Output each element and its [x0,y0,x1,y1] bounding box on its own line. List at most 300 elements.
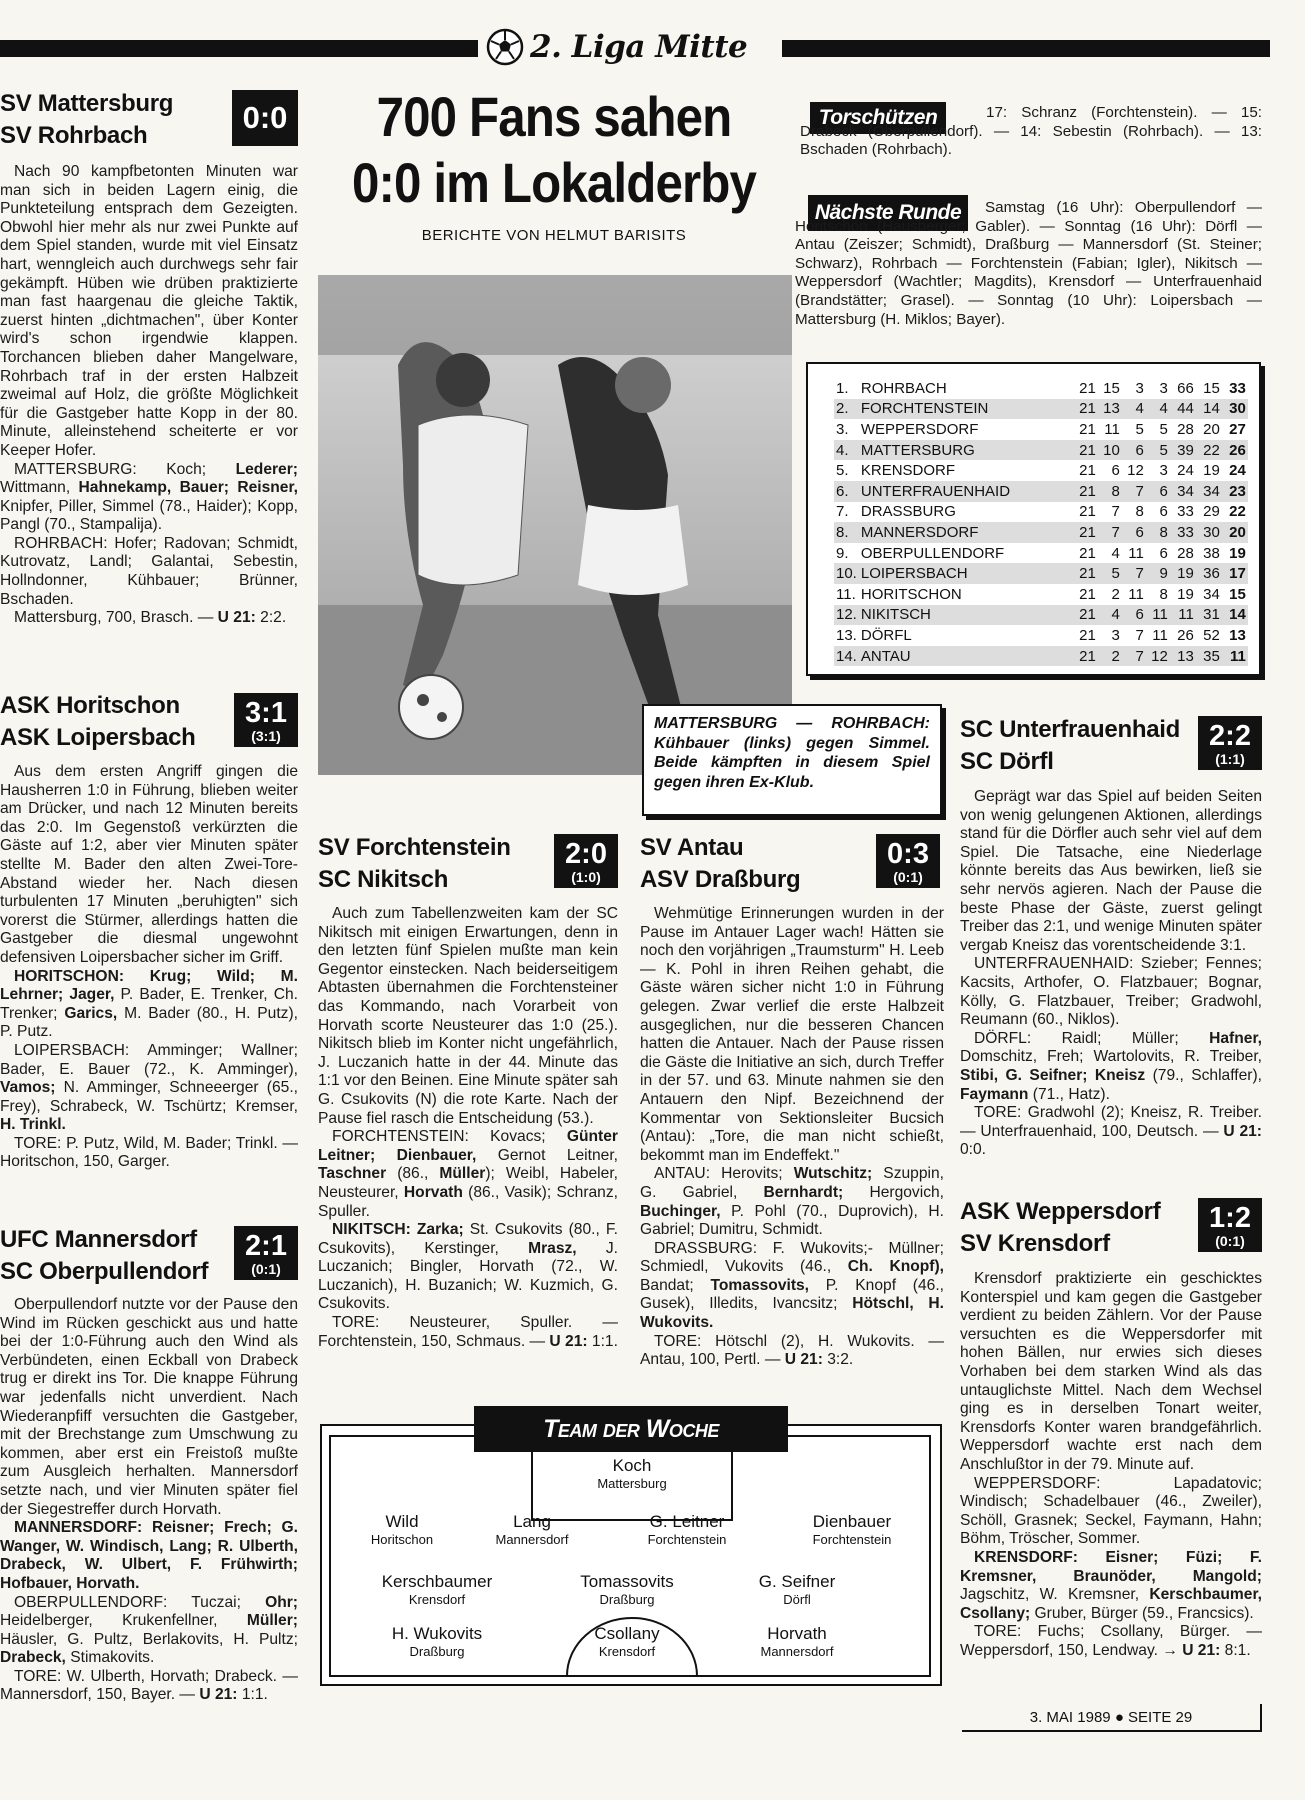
standings-cell-team: LOIPERSBACH [859,563,1074,584]
naechste-runde-paragraph: Samstag (16 Uhr): Oberpullendorf — Horitschon (Hausberger; Gabler). — Sonntag (16 Uhr): Dörfl — Antau (Zeiszer; Schmidt), Draßburg — Mannersdorf (St. Steiner; Schwarz), Rohrbach — Forchtenstein (Fabian; Igler), Nikitsch — Weppersdorf (Wachtler; Magdits), Krensdorf — Unterfrauenhaid (Brandstätter; Grasel). — Sonntag (10 Uhr): Loipersbach — Mattersburg (H. Miklos; Bayer). [795,199,1262,328]
lineup-bold: KRENSDORF: Eisner; Füzi; F. Kremsner, Braunöder, Mangold; [960,1548,1262,1585]
match6-team2: SC Dörfl [960,748,1054,775]
standings-cell-w: 10 [1098,440,1122,461]
match2-report [0,763,298,1172]
standings-cell-l: 5 [1146,440,1170,461]
match1-team2: SV Rohrbach [0,122,148,149]
match4-teams [318,832,543,896]
lineup-text: M. Bader (80., H. Putz), P. Putz. [0,1004,298,1041]
tdw-player-name: G. Seifner [758,1572,836,1591]
standings-cell-l: 11 [1152,626,1168,644]
standings-row [834,605,1248,626]
standings-cell-pos: 5. [836,462,849,480]
lineup-label: MATTERSBURG: [14,460,137,478]
lineup-bold: Kerschbaumer, Csollany; [960,1586,1262,1622]
section-logo [486,26,776,68]
standings-cell-gf: 39 [1170,440,1196,461]
match5-team1: SV Antau [640,834,744,861]
standings-cell-pos: 12. [836,606,857,624]
standings-cell-pts: 19 [1229,544,1246,562]
match7-lineup-home [960,1475,1262,1549]
standings-cell-gf: 33 [1170,522,1196,543]
match6-score [1198,716,1262,770]
lineup-bold: Müller; [246,1612,298,1630]
standings-cell-d: 5 [1135,420,1144,438]
standings-cell-l: 12 [1146,646,1170,667]
standings-cell-pts: 33 [1229,379,1246,397]
match6-team1: SC Unterfrauenhaid [960,716,1180,743]
result-text: Mattersburg, 700, Brasch. — [14,609,218,627]
match2-lineup-home [0,968,298,1042]
lineup-text: F. Wukovits;- Müllner; Schmiedl, Vukovits (46., [640,1239,944,1276]
match6-lineup-home [960,955,1262,1029]
goals-text: W. Ulberth, Horvath; Drabeck. — Mannersdorf, 150, Bayer. — [0,1667,298,1704]
standings-cell-ga: 38 [1203,544,1220,562]
goals-text: Fuchs; Csollany, Bürger. — Weppersdorf, 150, Lendway. → [960,1623,1262,1659]
goals-label: TORE: [14,1134,62,1152]
standings-cell-team: KRENSDORF [860,462,956,480]
goals-text: Hötschl (2), H. Wukovits. — Antau, 100, Pertl. — [640,1332,944,1369]
standings-cell-d: 7 [1122,481,1146,502]
lineup-label: FORCHTENSTEIN: [332,1128,469,1146]
match3-score-value: 2:1 [245,1230,287,1262]
goals-label: TORE: [654,1332,702,1350]
section-title: 2. Liga Mitte [530,29,748,65]
lineup-text: Herovits; [710,1165,794,1183]
match7-lineup-away [960,1549,1262,1623]
match6-paragraph: Geprägt war das Spiel auf beiden Seiten von wenig gelungenen Aktionen, allerdings stand für die Dörfler auch sehr viel auf dem Spiel. Die Tatsache, eine Niederlage könnte bereits das Aus bewirken, ließ sie sehr nervös agieren. Nach der Pause die beste Phase der Gäste, zuerst gelingt Treiber das 2:1, und wenige Minuten später vergab Kneisz das vorentscheidende 3:1. [960,788,1262,954]
standings-cell-d: 6 [1122,522,1146,543]
u21-label: U 21: [1223,1122,1262,1140]
standings-cell-team: ROHRBACH [860,379,947,397]
standings-row [834,522,1248,543]
lineup-text: P. Knopf (46., Gusek), Illedits, Ivancsitz; [640,1276,944,1313]
match1-lineup-away [0,535,298,609]
match3-report [0,1296,298,1705]
u21-value: 3:2. [822,1351,854,1369]
match2-score-value: 3:1 [245,697,287,729]
standings-cell-d: 7 [1122,646,1146,667]
standings-cell-d: 8 [1135,503,1144,521]
lineup-bold: Drabeck, [0,1649,66,1667]
standings-row [834,481,1248,502]
tdw-player-club: Mattersburg [597,1476,667,1491]
match4-lineup-away [318,1221,618,1314]
standings-cell-pos: 1. [836,379,849,397]
standings-cell-p: 21 [1074,563,1098,584]
u21-label: U 21: [217,609,256,627]
lineup-bold: Hötschl, H. Wukovits. [640,1295,944,1332]
standings-row [834,625,1248,646]
lineup-bold: Taschner [318,1165,387,1183]
lineup-bold: Lederer; [235,460,298,478]
standings-cell-pos: 9. [836,544,849,562]
standings-cell-l: 8 [1159,585,1168,603]
standings-cell-d: 4 [1122,399,1146,420]
team-der-woche-box [320,1415,942,1686]
standings-cell-gf: 66 [1177,379,1194,397]
standings-cell-team: HORITSCHON [860,585,962,603]
match3-lineup-away [0,1594,298,1668]
lineup-bold: Ch. Knopf), [847,1258,944,1276]
lineup-bold: Bernhardt; [763,1183,844,1201]
match1-lineup-home [0,461,298,535]
standings-cell-pts: 11 [1222,646,1248,667]
match4-paragraph: Auch zum Tabellenzweiten kam der SC Nikitsch mit einigen Erwartungen, denn in den letzten fünf Spielen mußte man kein Gegentor einstecken. Nach beiderseitigem Abtasten übernahmen die Forchtensteiner das Kommando, nach Vorarbeit von Horvath scorte Neusteurer das 1:0 (25.). Nikitsch blieb im Konter nicht ungefährlich, J. Luczanich hatte in der 44. Minute das 1:1 vor den Beinen. Eine Minute später sah G. Csukovits (N) die rote Karte. Nach der Pause fiel rasch die Entscheidung (53.). [318,905,618,1127]
tdw-player [552,1624,702,1659]
match7-score-value: 1:2 [1209,1202,1251,1234]
match5-paragraph: Wehmütige Erinnerungen wurden in der Pause im Antauer Lager wach! Hätten sie noch den vorjährigen „Traumsturm" H. Leeb — K. Pohl in ihren Reihen gehabt, die Gäste wären sicher nicht 1:0 in Führung gelegen. Zwar verlief die erste Halbzeit ausgeglichen, nur die besseren Chancen hatten die Antauer. Nach der Pause rissen die Gäste die Initiative an sich, durch Treffer in der 57. und 63. Minute nahmen sie den Antauern den Nipf. Bezeichnend der Kommentar von Sektionsleiter Bucsich (Antau): „Tore, die man nicht schießt, bekommt man im Endeffekt." [640,905,944,1164]
standings-cell-w: 6 [1111,462,1120,480]
lineup-text: Kovacs; [468,1128,567,1146]
standings-cell-gf: 44 [1170,399,1196,420]
tdw-player-club: Mannersdorf [495,1532,569,1547]
lineup-bold: Garics, [64,1004,118,1022]
lineup-label: WEPPERSDORF: [974,1474,1101,1492]
lineup-text: J. Luczanich; Bingler, Horvath (72., W. Luczanich), H. Buzanich; W. Kuzmich, G. Csukovits. [318,1239,618,1313]
lineup-text: Szieber; Fennes; Kacsits, Arthofer, O. Flatzbauer; Bognar, Kölly, G. Flatzbauer, Treiber; Gradwohl, Reumann (60., Niklos). [960,955,1262,1029]
standings-cell-l: 6 [1159,544,1168,562]
match5-score-value: 0:3 [887,838,929,870]
lineup-text: Gernot Leitner, [476,1146,618,1164]
lineup-text: P. Pohl (70., Duprovich), H. Gabriel; Dumitru, Schmidt. [640,1202,944,1239]
match1-paragraph: Nach 90 kampfbetonten Minuten war man sich in beiden Lagern einig, die Punkteteilung entsprach dem Gezeigten. Obwohl hier mehr als nur zwei Punkte auf dem Spiel standen, wurde mit viel Einsatz hart, wenngleich auch durchwegs sehr fair gekämpft. Hüben wie drüben praktizierte man fast haargenau die gleiche Taktik, zuerst hinten „dichtmachen", über Konter wird's schon irgendwie klappen. Torchancen blieben daher Mangelware, Rohrbach traf in der ersten Halbzeit zweimal auf Holz, die größte Möglichkeit für die Gastgeber hatte Kopp in der 80. Minute, alleinstehend scheiterte er vor Keeper Hofer. [0,163,298,459]
standings-cell-d: 7 [1135,626,1144,644]
standings-cell-gf: 11 [1170,605,1196,626]
match6-halftime: (1:1) [1215,751,1245,767]
tdw-player-club: Krensdorf [408,1592,466,1607]
u21-label: U 21: [549,1332,588,1350]
tdw-player-name: Lang [513,1512,551,1531]
goals-label: TORE: [332,1314,380,1332]
match4-team2: SC Nikitsch [318,866,449,893]
match3-team1: UFC Mannersdorf [0,1226,197,1253]
standings-row [834,399,1248,420]
soccer-ball-icon [486,28,524,66]
lineup-bold: Horvath [403,1183,463,1201]
header-bar-left [0,40,478,57]
standings-cell-gf: 34 [1170,481,1196,502]
lineup-bold: NIKITSCH: Zarka; [332,1221,464,1239]
match7-goals [960,1623,1262,1660]
match7-halftime: (0:1) [1215,1233,1245,1249]
team-der-woche-label: Team der Woche [474,1406,788,1452]
goals-label: TORE: [974,1104,1022,1122]
lineup-text: Hofer; Radovan; Schmidt, Kutrovatz, Landl; Galantai, Sebestin, Hollndonner, Kühbauer; Brünner, Bschaden. [0,534,298,608]
naechste-runde-label: Nächste Runde [808,195,968,231]
torschuetzen-label: Torschützen [810,102,946,134]
standings-cell-gf: 26 [1177,626,1194,644]
tdw-player-name: Kerschbaumer [381,1572,493,1591]
match5-score [876,834,940,888]
lineup-text: Lapadatovic; Windisch; Schadelbauer (46., Zweiler), Schöll, Grasnek; Seckel, Faymann, Hahn; Böhm, Tröscher, Sommer. [960,1474,1262,1548]
photo-caption [642,704,942,816]
standings-cell-w: 4 [1098,605,1122,626]
standings-cell-pos: 7. [836,503,849,521]
standings-cell-ga: 14 [1196,399,1222,420]
match1-score-value: 0:0 [242,100,288,135]
standings-cell-pts: 15 [1229,585,1246,603]
standings-cell-ga: 19 [1203,462,1220,480]
standings-cell-l: 6 [1159,503,1168,521]
standings-cell-p: 21 [1079,585,1096,603]
lineup-bold: Vamos; [0,1079,56,1097]
match4-lineup-home [318,1128,618,1221]
standings-cell-w: 7 [1111,503,1120,521]
standings-cell-pts: 24 [1229,462,1246,480]
standings-cell-ga: 52 [1203,626,1220,644]
tdw-player [612,1512,762,1547]
goals-label: TORE: [974,1623,1022,1641]
standings-cell-ga: 22 [1196,440,1222,461]
match3-teams [0,1224,230,1288]
standings-cell-w: 2 [1098,646,1122,667]
lineup-bold: Hafner, [1209,1029,1262,1047]
tdw-player-goalkeeper [542,1456,722,1491]
standings-cell-p: 21 [1079,379,1096,397]
standings-cell-w: 7 [1098,522,1122,543]
tdw-player [722,1572,872,1607]
match2-team2: ASK Loipersbach [0,724,196,751]
standings-cell-gf: 33 [1177,503,1194,521]
u21-label: U 21: [1182,1641,1221,1659]
standings-cell-team: NIKITSCH [859,605,1074,626]
torschuetzen-text [800,104,1262,160]
tdw-player-club: Forchtenstein [812,1532,892,1547]
standings-cell-l: 6 [1146,481,1170,502]
lineup-text: ); Weibl, Habeler, Neusteurer, [318,1165,618,1201]
tdw-player-name: Koch [612,1456,652,1475]
standings-cell-team: FORCHTENSTEIN [859,399,1074,420]
standings-cell-p: 21 [1079,462,1096,480]
match7-team2: SV Krensdorf [960,1230,1110,1257]
standings-cell-ga: 15 [1203,379,1220,397]
standings-cell-pos: 10. [836,565,857,583]
tdw-player [462,1512,602,1547]
match3-score [234,1226,298,1280]
standings-cell-team: UNTERFRAUENHAID [859,481,1074,502]
match7-score [1198,1198,1262,1252]
match1-score [232,90,298,146]
standings-table [834,378,1248,666]
lineup-text: (79., Schlaffer), [1145,1066,1262,1084]
standings-cell-w: 11 [1104,420,1120,438]
goals-text: Gradwohl (2); Kneisz, R. Treiber. — Unterfrauenhaid, 100, Deutsch. — [960,1104,1262,1140]
footer-date: 3. MAI 1989 [1029,1709,1111,1726]
tdw-player-name: G. Leitner [649,1512,725,1531]
tdw-player-name: Csollany [594,1624,660,1643]
standings-row [834,419,1248,440]
tdw-player [552,1572,702,1607]
match5-teams [640,832,865,896]
lineup-label: LOIPERSBACH: [14,1041,130,1059]
lineup-text: N. Amminger, Schneeerger (65., Frey), Schrabeck, W. Tschürtz; Kremser, [0,1079,298,1115]
standings-cell-p: 21 [1074,481,1098,502]
standings-cell-ga: 31 [1196,605,1222,626]
tdw-player-club: Draßburg [409,1644,465,1659]
lineup-bold: HORITSCHON: Krug; Wild; M. Lehrner; Jager, [0,967,298,1004]
standings-cell-pos: 6. [834,481,859,502]
standings-cell-pos: 13. [836,626,857,644]
match5-report [640,905,944,1370]
bullet-icon: ● [1114,1709,1124,1726]
standings-row [834,584,1248,605]
standings-cell-w: 2 [1111,585,1120,603]
match2-goals [0,1135,298,1172]
match2-halftime: (3:1) [251,728,281,744]
tdw-player-name: Tomassovits [580,1572,674,1591]
standings-cell-ga: 30 [1196,522,1222,543]
standings-cell-w: 5 [1098,563,1122,584]
standings-cell-l: 4 [1146,399,1170,420]
standings-cell-d: 6 [1122,605,1146,626]
lineup-text: Tuczai; [167,1593,266,1611]
tdw-player [362,1572,512,1607]
standings-cell-pos: 2. [834,399,859,420]
tdw-player [342,1512,462,1547]
match3-halftime: (0:1) [251,1261,281,1277]
lineup-text: Bandat; [640,1276,711,1294]
match3-paragraph: Oberpullendorf nutzte vor der Pause den Wind im Rücken geschickt aus und hatte bei der 1:0-Führung auch den Wind als Verbündeten, einen Eckball von Drabeck trug er direkt ins Tor. Die knappe Führung war jedenfalls nicht unverdient. Nach Wiederanpfiff versuchten die Gastgeber, mit der Brechstange zum Umschwung zu kommen, aber erst ein Freistoß mußte zum Ausgleich herhalten. Mannersdorf setzte nach, und vier Minuten später fiel der Siegestreffer durch Horvath. [0,1296,298,1518]
tdw-player-club: Dörfl [783,1592,811,1607]
standings-row [834,502,1248,523]
match5-lineup-home [640,1165,944,1239]
tdw-player [722,1624,872,1659]
match6-lineup-away [960,1030,1262,1104]
standings-cell-pts: 14 [1222,605,1248,626]
tdw-player [362,1624,512,1659]
lineup-text: P. Bader, E. Trenker, Ch. Trenker; [0,986,298,1022]
standings-cell-ga: 35 [1196,646,1222,667]
header-bar-right [782,40,1270,57]
standings-cell-w: 13 [1098,399,1122,420]
tdw-player [777,1512,927,1547]
u21-value: 8:1. [1220,1641,1251,1659]
standings-cell-l: 3 [1159,462,1168,480]
standings-row [834,460,1248,481]
lineup-text: (86., [386,1165,440,1183]
standings-cell-d: 11 [1128,585,1144,603]
lineup-text: (86., Vasik); Schranz, Spuller. [318,1183,618,1220]
match7-teams [960,1196,1195,1260]
standings-cell-d: 6 [1122,440,1146,461]
standings-cell-gf: 19 [1170,563,1196,584]
tdw-player-club: Krensdorf [598,1644,656,1659]
standings-cell-p: 21 [1074,646,1098,667]
u21-value: 0:0. [960,1141,987,1159]
lineup-text: Koch; [136,460,236,478]
standings-cell-p: 21 [1074,399,1098,420]
standings-cell-l: 5 [1159,420,1168,438]
lineup-text: St. Csukovits (80., F. Csukovits), Kerstinger, [318,1221,618,1257]
tdw-player-name: Dienbauer [812,1512,892,1531]
goals-text: P. Putz, Wild, M. Bader; Trinkl. — Horitschon, 150, Garger. [0,1134,298,1171]
match5-lineup-away [640,1240,944,1333]
lineup-text: Jagschitz, W. Kremsner, [960,1586,1150,1604]
match7-paragraph: Krensdorf praktizierte ein geschicktes Konterspiel und kam gegen die Gastgeber verdient zu beiden Zählern. Vor der Pause versuchten es die Weppersdorfer mit hohen Bällen, nur erwies sich dieses Vorhaben bei dem starken Wind als das untauglichste Mittel. Nach dem Wechsel ging es in derselben Tonart weiter, Krensdorfs Konter waren brandgefährlich. Weppersdorf wachte erst nach dem Anschlußtor in der 79. Minute auf. [960,1270,1262,1473]
standings-cell-pos: 3. [836,420,849,438]
match4-goals [318,1314,618,1351]
match2-lineup-away [0,1042,298,1135]
standings-row [834,440,1248,461]
standings-cell-l: 3 [1159,379,1168,397]
photo-caption-text: MATTERSBURG — ROHRBACH: Kühbauer (links) gegen Simmel. Beide kämpften in diesem Spiel gegen ihren Ex-Klub. [654,715,930,791]
lineup-bold: Faymann [960,1085,1029,1103]
match6-teams [960,714,1195,778]
standings-cell-p: 21 [1079,544,1096,562]
tdw-player-club: Horitschon [370,1532,434,1547]
photo-illustration [318,275,792,775]
standings-cell-pos: 11. [836,585,856,603]
lineup-bold: H. Trinkl. [0,1116,66,1134]
lineup-label: UNTERFRAUENHAID: [974,955,1134,973]
torschuetzen-paragraph: 17: Schranz (Forchtenstein). — 15: Drabeck (Oberpullendorf). — 14: Sebestin (Rohrbach). — 13: Bschaden (Rohrbach). [800,104,1262,159]
match6-score-value: 2:2 [1209,720,1251,752]
tdw-player-name: Wild [385,1512,419,1531]
lineup-bold: Müller [439,1165,486,1183]
standings-cell-p: 21 [1079,503,1096,521]
lineup-bold: Hahnekamp, Bauer; Reisner, [78,479,298,497]
standings-cell-ga: 36 [1196,563,1222,584]
lineup-text: Domschitz, Freh; Wartolovits, R. Treiber, [960,1048,1262,1066]
standings-cell-p: 21 [1074,522,1098,543]
u21-value: 2:2. [255,609,287,627]
tdw-player-name: Horvath [767,1624,827,1643]
lineup-text: Gruber, Bürger (59., Francsics). [1030,1604,1254,1622]
lineup-text: (71., Hatz). [1028,1085,1110,1103]
standings-cell-d: 11 [1128,544,1144,562]
lineup-text: Stimakovits. [65,1649,155,1667]
standings-cell-w: 8 [1098,481,1122,502]
standings-cell-l: 8 [1146,522,1170,543]
standings-row [834,378,1248,399]
standings-cell-l: 11 [1146,605,1170,626]
lineup-bold: Buchinger, [640,1202,721,1220]
lineup-label: DRASSBURG: [654,1239,758,1257]
standings-cell-p: 21 [1074,605,1098,626]
match2-score [234,693,298,747]
standings-cell-ga: 20 [1203,420,1220,438]
match4-team1: SV Forchtenstein [318,834,511,861]
standings-cell-pts: 27 [1229,420,1246,438]
standings-cell-team: MATTERSBURG [859,440,1074,461]
footer-page: SEITE 29 [1128,1709,1193,1726]
match7-report [960,1270,1262,1660]
u21-value: 1:1. [587,1332,618,1350]
goals-label: TORE: [14,1667,62,1685]
match5-halftime: (0:1) [893,869,923,885]
standings-cell-p: 21 [1079,420,1096,438]
standings-cell-team: WEPPERSDORF [860,420,979,438]
standings-cell-pts: 17 [1222,563,1248,584]
lineup-text: Hergovich, [843,1183,944,1201]
lineup-text: Szuppin, G. Gabriel, [640,1165,944,1201]
match2-paragraph: Aus dem ersten Angriff gingen die Hausherren 1:0 in Führung, blieben weiter am Drücker, und nach 12 Minuten bereits das 2:0. Im Gegenstoß verkürzten die Gäste auf 1:2, aber vier Minuten später stellte M. Bader den alten Zwei-Tore-Abstand wieder her. Nach diesen turbulenten 17 Minuten „beruhigten" sich vorerst die Stürmer, allerdings hatten die Gastgeber die diesmal ungewohnt defensiven Loipersbacher sicher im Griff. [0,763,298,966]
standings-cell-w: 15 [1103,379,1120,397]
u21-label: U 21: [784,1351,823,1369]
standings-row [834,543,1248,564]
match6-report [960,788,1262,1160]
match4-score [554,834,618,888]
lineup-bold: Günter Leitner; Dienbauer, [318,1128,618,1164]
goals-text: Neusteurer, Spuller. — Forchtenstein, 150, Schmaus. — [318,1314,618,1350]
lineup-text: Knipfer, Piller, Simmel (78., Haider); Kopp, Pangl (70., Stampalija). [0,497,298,534]
match7-team1: ASK Weppersdorf [960,1198,1161,1225]
standings-cell-team: DÖRFL [860,626,912,644]
standings-cell-pts: 30 [1222,399,1248,420]
standings-cell-pts: 13 [1229,626,1246,644]
lineup-bold: Ohr; [265,1593,298,1611]
